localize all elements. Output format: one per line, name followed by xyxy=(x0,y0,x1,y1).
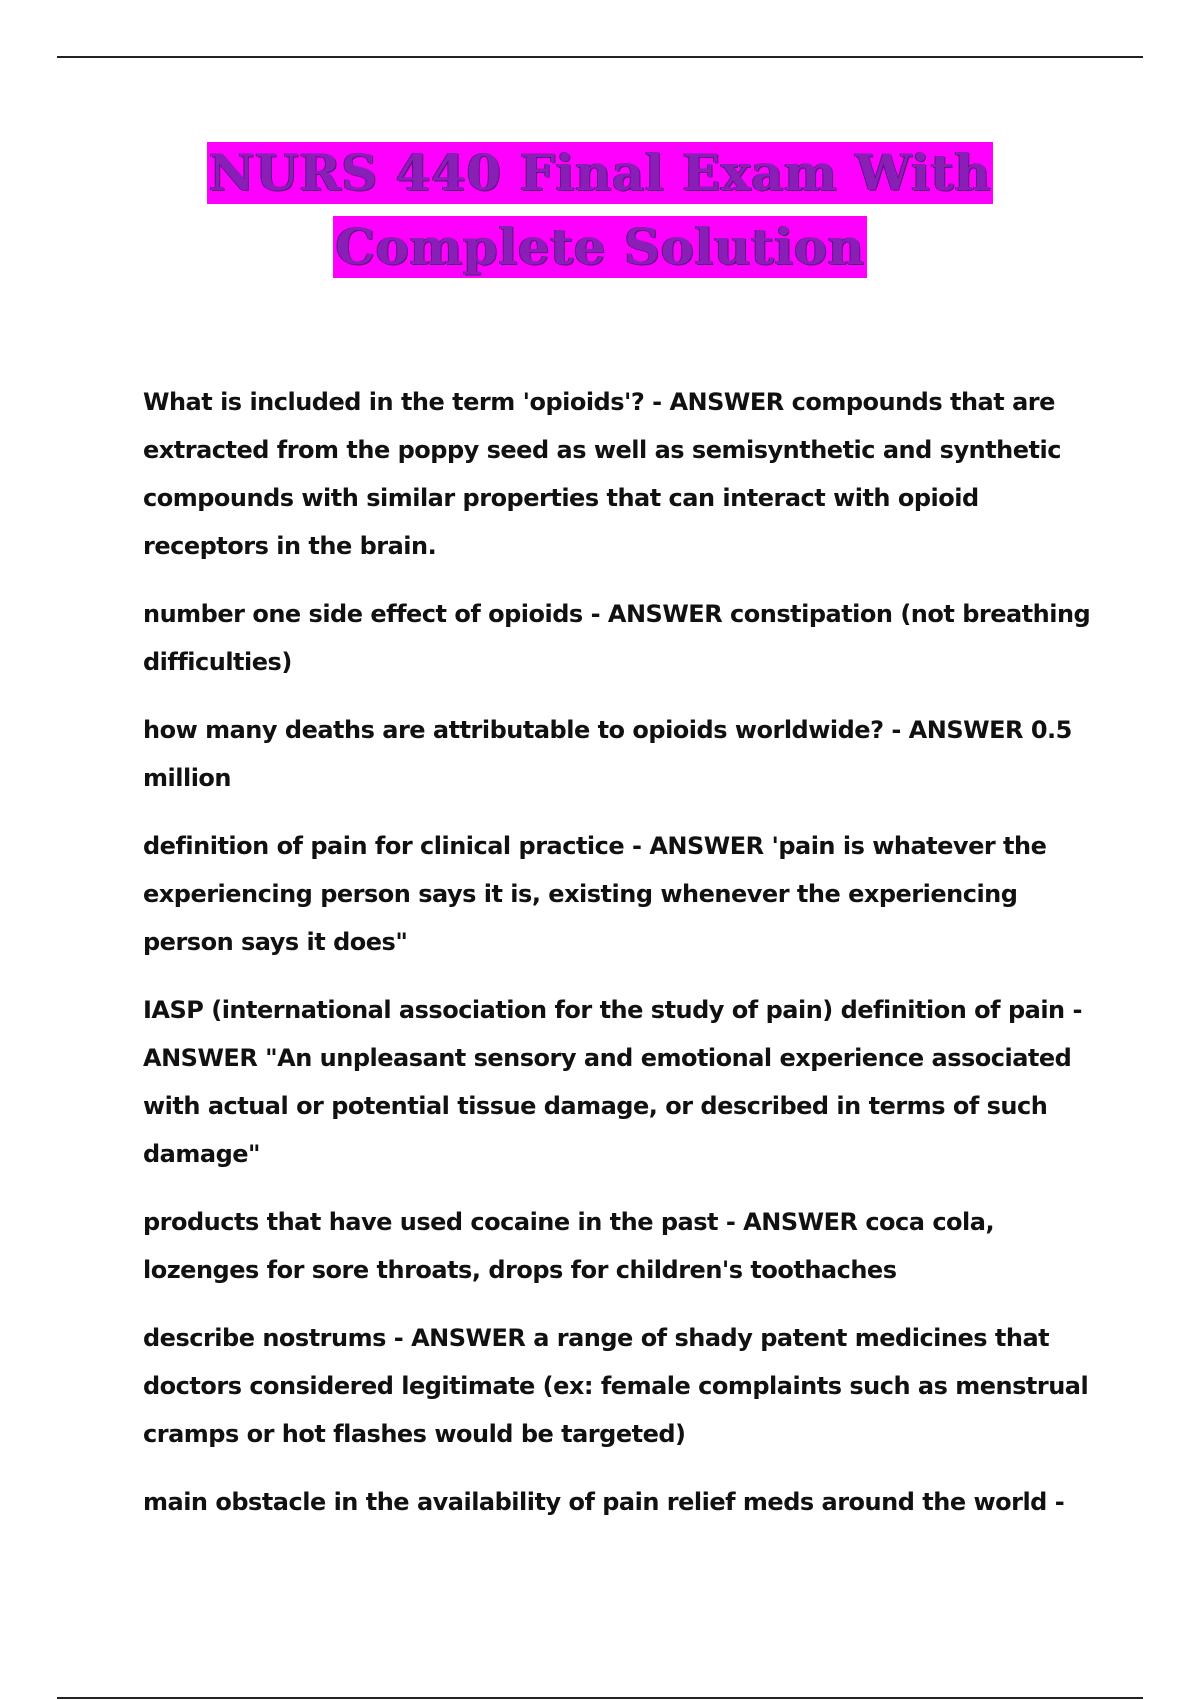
qa-item-nostrums: describe nostrums - ANSWER a range of shady patent medicines that doctors considered legitimate (ex: female complaints such as menstrual cramps or hot flashes would be targeted) xyxy=(143,1324,1089,1448)
qa-list xyxy=(143,378,1098,1546)
qa-item-opioid-side-effect: number one side effect of opioids - ANSWER constipation (not breathing difficulties) xyxy=(143,600,1091,676)
bottom-rule xyxy=(57,1697,1143,1699)
qa-item-cocaine-products: products that have used cocaine in the past - ANSWER coca cola, lozenges for sore throats, drops for children's toothaches xyxy=(143,1208,995,1284)
qa-item-pain-relief-obstacle: main obstacle in the availability of pain relief meds around the world - xyxy=(143,1488,1065,1516)
qa-item-iasp-definition: IASP (international association for the study of pain) definition of pain - ANSWER "An unpleasant sensory and emotional experience associated with actual or potential tissue damage, or described in terms of such damage" xyxy=(143,996,1082,1168)
qa-item-opioid-deaths: how many deaths are attributable to opioids worldwide? - ANSWER 0.5 million xyxy=(143,716,1072,792)
title-line-2: Complete Solution xyxy=(335,217,865,276)
top-rule xyxy=(57,56,1143,58)
document-title xyxy=(0,142,1200,278)
qa-item-opioids-term: What is included in the term 'opioids'? - ANSWER compounds that are extracted from the poppy seed as well as semisynthetic and synthetic compounds with similar properties that can interact with opioid receptors in the brain. xyxy=(143,388,1061,560)
qa-item-clinical-pain-definition: definition of pain for clinical practice - ANSWER 'pain is whatever the experiencing person says it is, existing whenever the experiencing person says it does" xyxy=(143,832,1047,956)
title-line-1: NURS 440 Final Exam With xyxy=(208,143,992,202)
